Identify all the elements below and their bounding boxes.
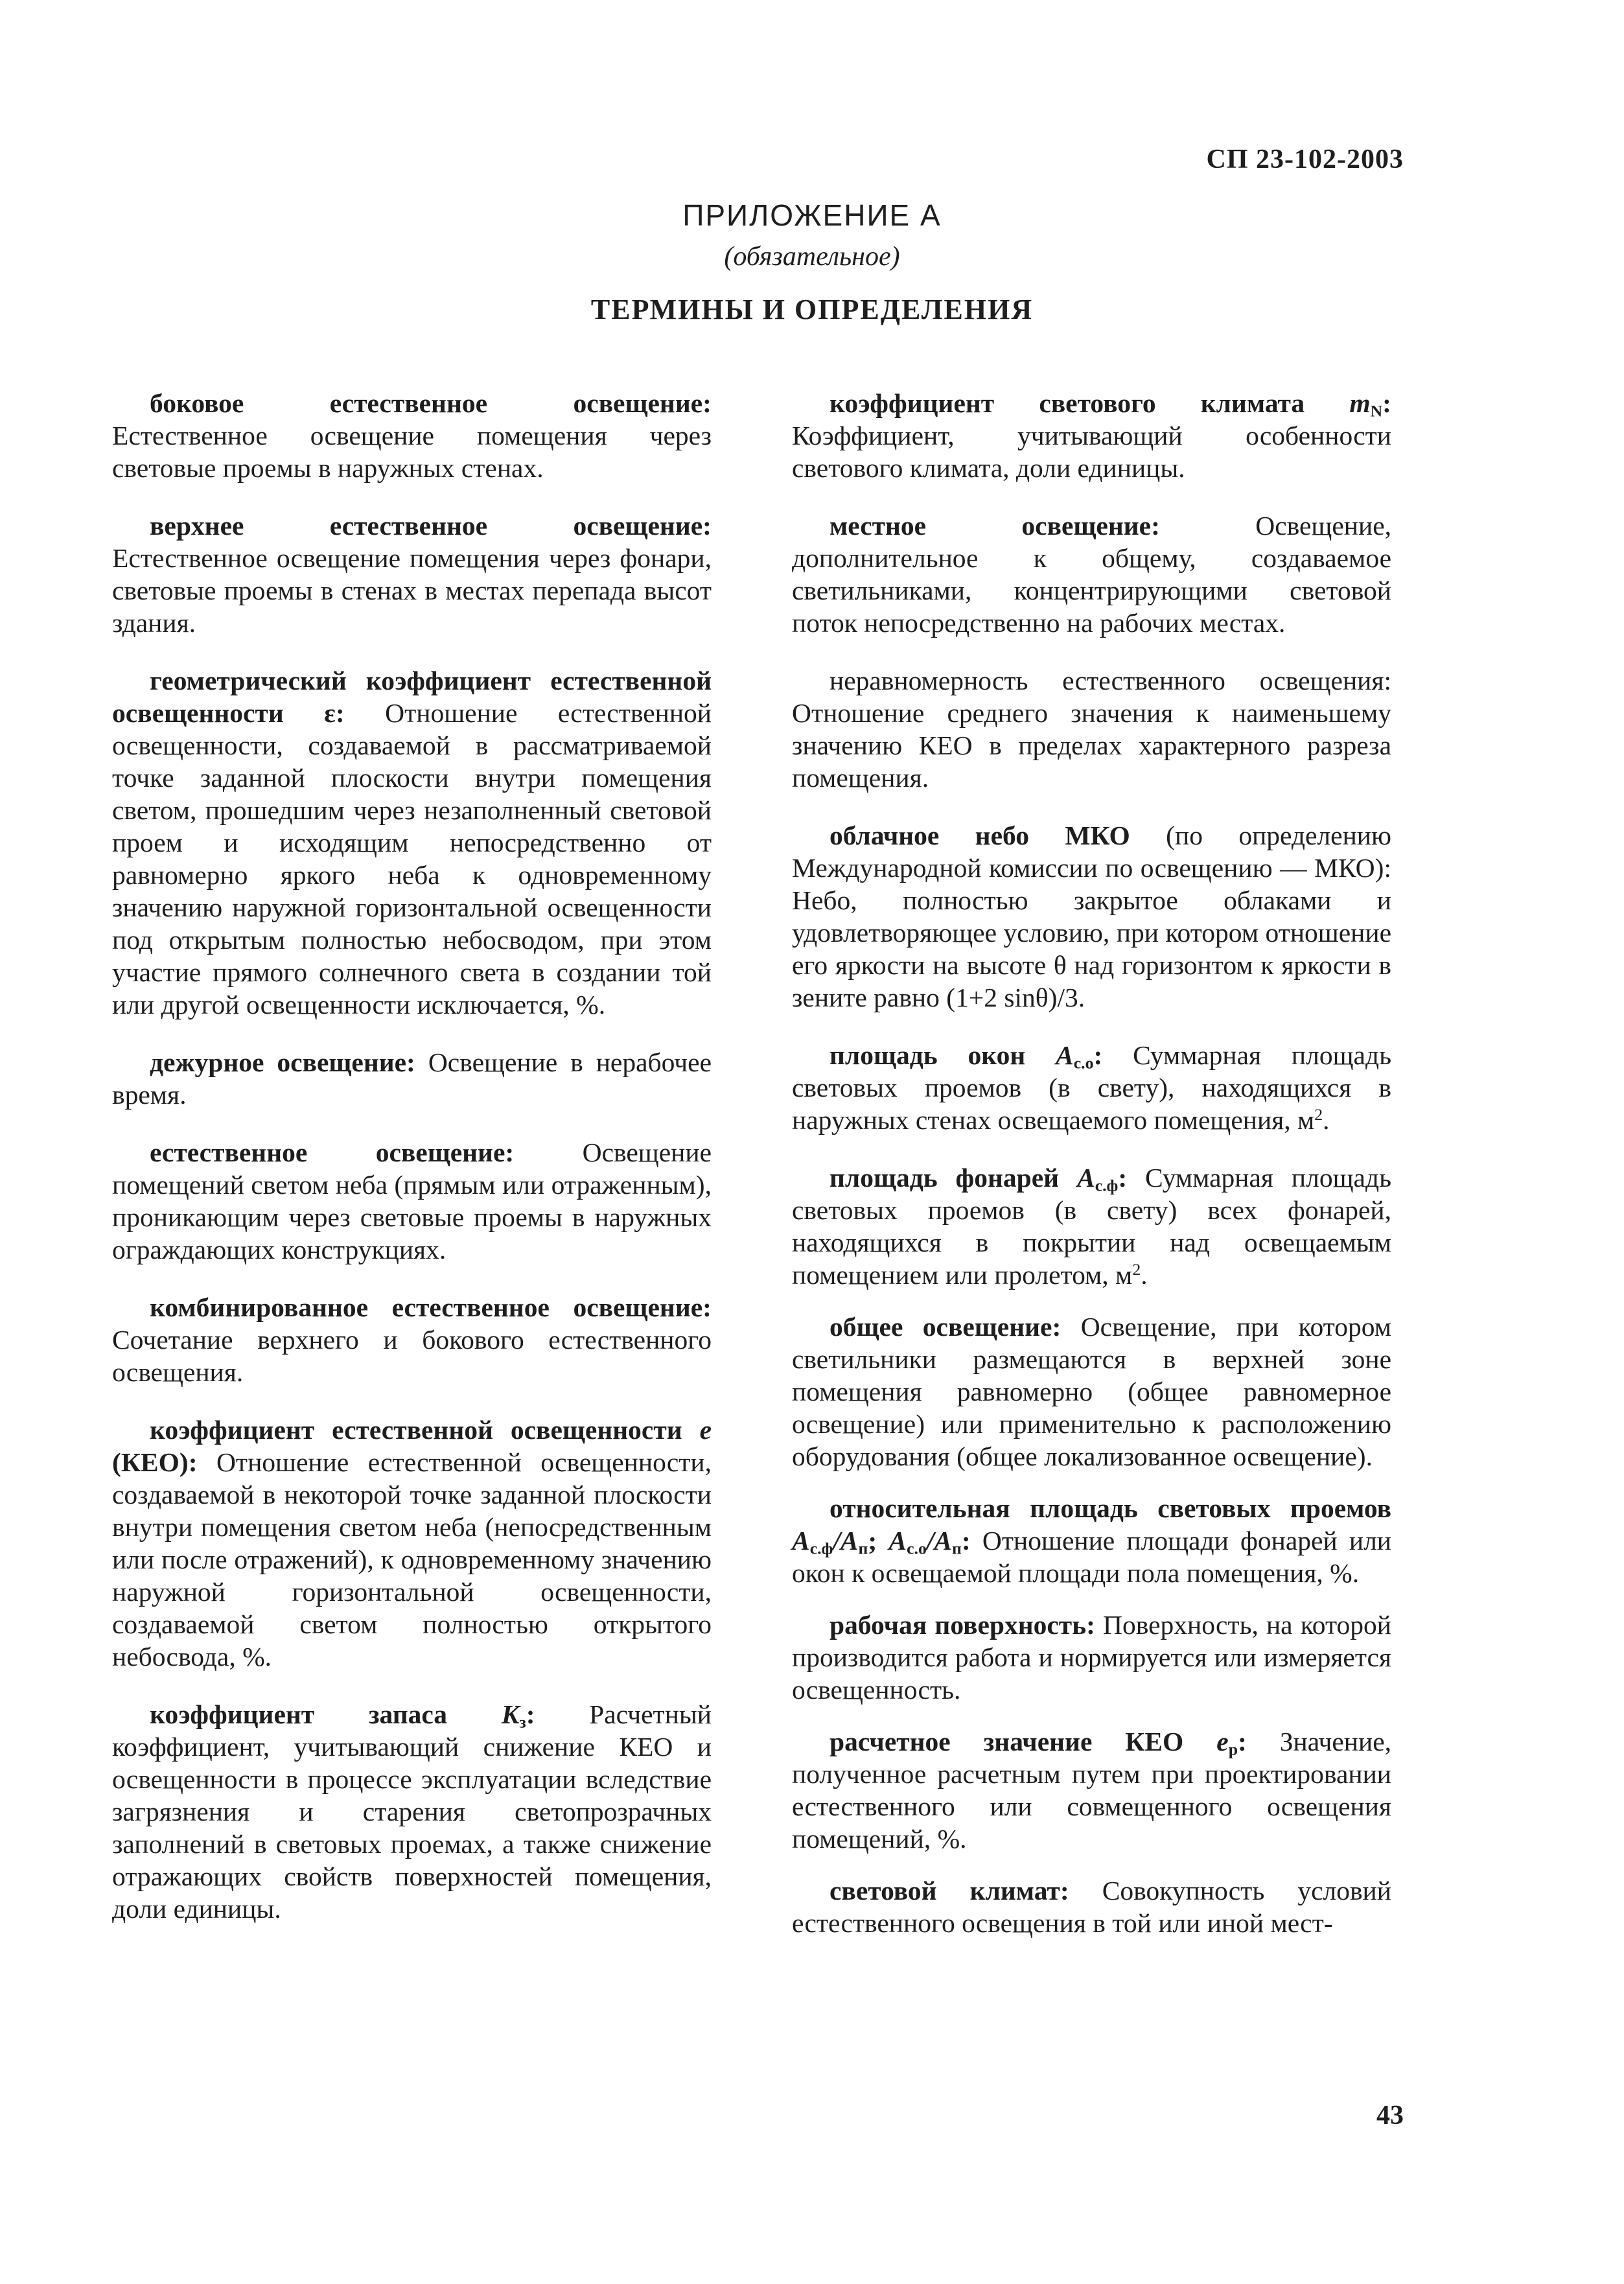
term: световой климат: (829, 1876, 1069, 1905)
definition-entry (112, 509, 712, 639)
symbol: K (501, 1699, 520, 1729)
definition: Естественное освещение помещения через фонари, световые проемы в стенах в местах перепада высот здания. (112, 543, 712, 638)
definition-entry (112, 664, 712, 1021)
symbol: A (934, 1526, 953, 1556)
definition: Значение, полученное расчетным путем при проектировании естественного или совмещенного освещения помещений, %. (792, 1727, 1392, 1854)
term: естественное освещение: (150, 1137, 515, 1167)
symbol: e (699, 1415, 712, 1445)
term: : (526, 1699, 535, 1729)
definition: Отношение площади фонарей или окон к освещаемой площади пола помещения, %. (792, 1526, 1391, 1588)
definition-end: . (1141, 1260, 1148, 1290)
definition: Суммарная площадь световых проемов (в свету) всех фонарей, находящихся в покрытии над освещаемым помещением или пролетом, м (792, 1163, 1391, 1290)
definition-entry (792, 1725, 1391, 1855)
subscript: с.о (1073, 1053, 1094, 1073)
symbol: A (1056, 1040, 1074, 1070)
definition: Коэффициент, учитывающий особенности светового климата, доли единицы. (792, 421, 1391, 483)
symbol: m (1349, 388, 1371, 418)
term: дежурное освещение: (150, 1047, 415, 1077)
symbol: e (1216, 1727, 1229, 1756)
term: : (1118, 1163, 1128, 1193)
term: площадь фонарей (829, 1163, 1060, 1193)
definition-entry (792, 387, 1391, 484)
subscript: с.ф (1095, 1176, 1119, 1195)
definition: Суммарная площадь световых проемов (в свету), находящихся в наружных стенах освещаемого помещения, м (792, 1040, 1391, 1135)
right-column (792, 387, 1391, 1959)
page-number: 43 (1376, 2101, 1404, 2130)
term: верхнее естественное освещение: (150, 511, 712, 541)
definition: Совокупность условий естественного освещения в той или иной мест- (792, 1876, 1391, 1938)
symbol: / (833, 1526, 841, 1556)
term: комбинированное естественное освещение: (150, 1292, 712, 1322)
definition-entry (792, 509, 1391, 639)
term: геометрический коэффициент естественной освещенности ε: (112, 666, 712, 728)
definition-entry (792, 1161, 1391, 1291)
term: коэффициент запаса (150, 1699, 448, 1729)
definition: Отношение естественной освещенности, создаваемой в рассматриваемой точке заданной плоскости внутри помещения светом, прошедшим через незаполненный световой проем и исходящим непосредственно от равномерно яркого неба к одновременному значению наружной горизонтальной освещенности под открытым полностью небосводом, при этом участие прямого солнечного света в создании той или другой освещенности исключается, %. (112, 698, 712, 1020)
term: (КЕО): (112, 1447, 198, 1477)
definition-entry (792, 664, 1391, 794)
subscript: р (1228, 1740, 1238, 1759)
subscript: N (1370, 401, 1383, 421)
appendix-subtitle: (обязательное) (724, 242, 900, 272)
superscript: 2 (1132, 1259, 1141, 1279)
definition: Отношение естественной освещенности, создаваемой в некоторой точке заданной плоскости внутри помещения светом неба (непосредственным или после отражений), к одновременному значению наружной горизонтальной освещенности, создаваемой светом полностью открытого небосвода, %. (112, 1447, 712, 1672)
definition: неравномерность естественного освещения: Отношение среднего значения к наименьшему значению КЕО в пределах характерного разреза помещения. (792, 666, 1391, 793)
definition: Поверхность, на которой производится работа и нормируется или измеряется освещенность. (792, 1610, 1391, 1705)
symbol: A (1077, 1163, 1095, 1193)
subscript: п (858, 1539, 868, 1558)
definition-entry (112, 1291, 712, 1388)
term: : (961, 1526, 971, 1556)
definition-entry (112, 387, 712, 484)
term: облачное небо МКО (829, 821, 1130, 850)
symbol: A (840, 1526, 859, 1556)
section-heading: ТЕРМИНЫ И ОПРЕДЕЛЕНИЯ (590, 294, 1034, 325)
definition: Естественное освещение помещения через световые проемы в наружных стенах. (112, 421, 712, 483)
definition-entry (792, 1874, 1391, 1939)
definition-entry (112, 1046, 712, 1111)
term: : (1238, 1727, 1247, 1756)
term: общее освещение: (829, 1312, 1061, 1342)
term: относительная площадь световых проемов (829, 1493, 1391, 1523)
term: рабочая поверхность: (829, 1610, 1095, 1640)
definition: Освещение помещений светом неба (прямым или отраженным), проникающим через световые проемы в наружных ограждающих конструкциях. (112, 1137, 712, 1264)
definition-entry (792, 1039, 1391, 1136)
definition-entry (112, 1414, 712, 1673)
definition: Сочетание верхнего и бокового естественного освещения. (112, 1325, 712, 1387)
definition-entry (112, 1136, 712, 1266)
definition: (по определению Международной комиссии по освещению — МКО): Небо, полностью закрытое облаками и удовлетворяющее условию, при котором отношение его яркости на высоте θ над горизонтом к яркости в зените равно (1+2 sinθ)/3. (792, 821, 1391, 1012)
term: коэффициент светового климата (829, 388, 1305, 418)
definition-entry (792, 819, 1391, 1014)
definition: Освещение, дополнительное к общему, создаваемое светильниками, концентрирующими световой поток непосредственно на рабочих местах. (792, 511, 1391, 638)
definition-entry (112, 1698, 712, 1925)
term: : (1093, 1040, 1103, 1070)
definition-entry (792, 1609, 1391, 1706)
document-code: СП 23-102-2003 (1206, 145, 1404, 174)
subscript: с.ф (809, 1539, 833, 1558)
left-column (112, 387, 712, 1950)
term: коэффициент естественной освещенности (150, 1415, 682, 1445)
term: расчетное значение КЕО (829, 1727, 1184, 1756)
definition: Расчетный коэффициент, учитывающий снижение КЕО и освещенности в процессе эксплуатации вследствие загрязнения и старения светопрозрачных заполнений в световых проемах, а также снижение отражающих свойств поверхностей помещения, доли единицы. (112, 1699, 712, 1924)
superscript: 2 (1314, 1104, 1323, 1124)
symbol: A (888, 1526, 907, 1556)
definition-entry (792, 1492, 1391, 1589)
definition: Освещение, при котором светильники размещаются в верхней зоне помещения равномерно (общее равномерное освещение) или применительно к расположению оборудования (общее локализованное освещение). (792, 1312, 1391, 1471)
term: ; (868, 1526, 889, 1556)
definition: Освещение в нерабочее время. (112, 1047, 712, 1110)
term: площадь окон (829, 1040, 1026, 1070)
term: местное освещение: (829, 511, 1160, 541)
definition-entry (792, 1311, 1391, 1473)
term: : (1382, 388, 1391, 418)
subscript: п (952, 1539, 962, 1558)
subscript: с.о (907, 1539, 927, 1558)
definition-end: . (1323, 1105, 1330, 1135)
subscript: з (519, 1712, 526, 1732)
appendix-title: ПРИЛОЖЕНИЕ А (682, 198, 942, 232)
symbol: A (792, 1526, 810, 1556)
symbol: / (926, 1526, 934, 1556)
term: боковое естественное освещение: (150, 388, 712, 418)
